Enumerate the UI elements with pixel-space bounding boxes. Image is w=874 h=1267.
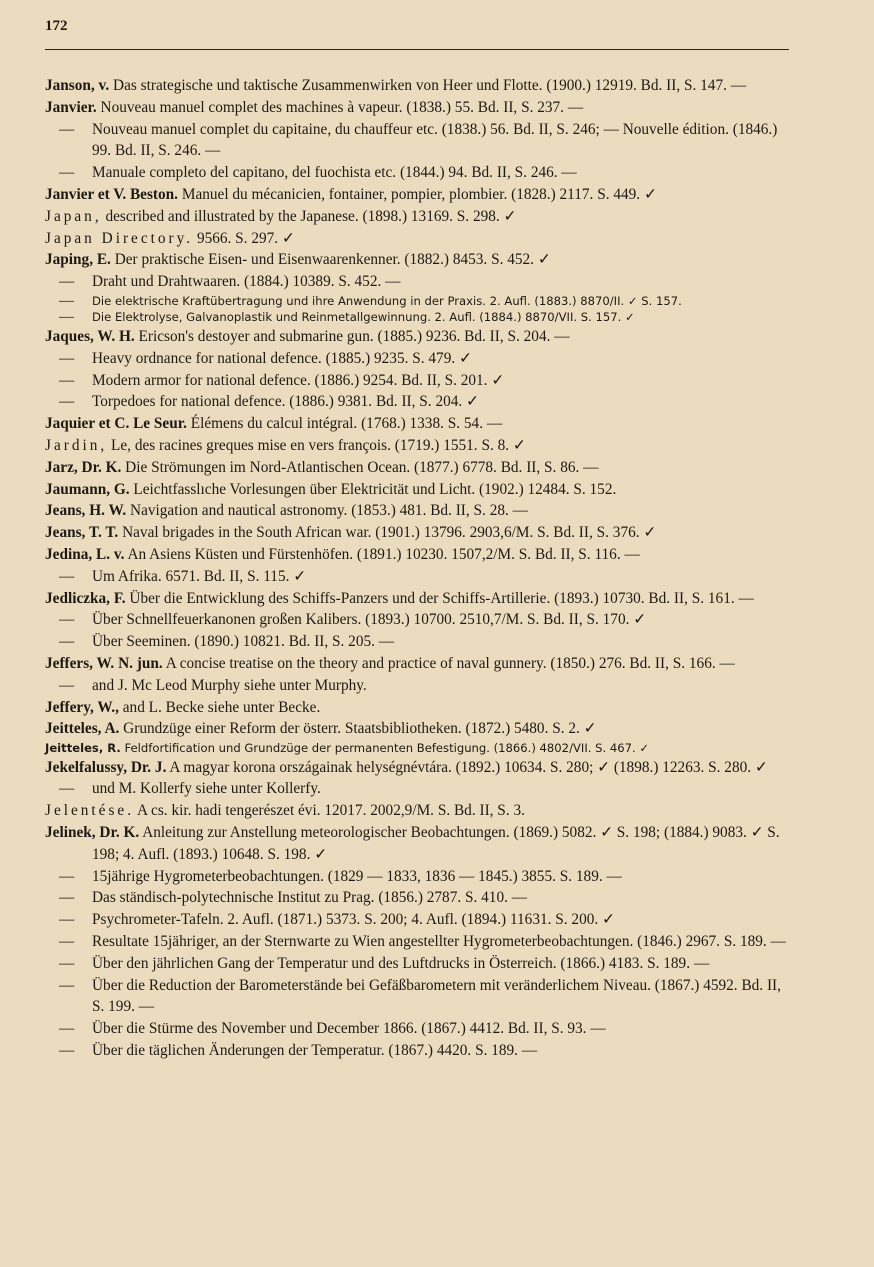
catalog-entry	[45, 206, 790, 228]
entry-text: Um Afrika. 6571. Bd. II, S. 115. ✓	[92, 567, 307, 585]
catalog-entry	[45, 718, 790, 740]
entry-text: Anleitung zur Anstellung meteorologischer Beobachtungen. (1869.) 5082. ✓	[142, 824, 613, 841]
entry-heading: Jedina, L. v.	[45, 545, 125, 563]
sub-entry	[45, 1018, 790, 1040]
entry-heading: Japan,	[45, 207, 102, 225]
entry-text: Le, des racines greques mise en vers françois. (1719.) 1551. S. 8. ✓	[111, 436, 526, 454]
entry-text: Über die Reduction der Barometerstände bei Gefäßbarometern mit veränderlichem Niveau. (1867.) 4592. Bd. II, S. 199. —	[92, 976, 781, 1016]
entry-heading: Jekelfalussy, Dr. J.	[45, 758, 167, 776]
entry-text: Über die täglichen Änderungen der Temperatur. (1867.) 4420. S. 189. —	[92, 1041, 538, 1059]
sub-entry	[45, 609, 790, 631]
entry-text: und M. Kollerfy siehe unter Kollerfy.	[92, 780, 321, 798]
sub-entry	[45, 309, 790, 326]
sub-entry	[45, 293, 790, 310]
page-number: 172	[45, 18, 68, 34]
entry-text: Das strategische und taktische Zusammenwirken von Heer und Flotte. (1900.)	[113, 77, 591, 94]
entry-text: and L. Becke siehe unter Becke.	[122, 698, 321, 716]
sub-entry	[45, 1040, 790, 1062]
entry-text: described and illustrated by the Japanese. (1898.) 13169. S. 298. ✓	[105, 207, 517, 225]
entry-text: Nouveau manuel complet des machines à vapeur. (1838.) 55. Bd. II, S. 237. —	[100, 98, 584, 116]
sub-entry	[45, 778, 790, 800]
entry-heading: Jaquier et C. Le Seur.	[45, 415, 187, 433]
catalog-entry	[45, 479, 790, 501]
sub-entry	[45, 866, 790, 888]
entry-heading: Jardin,	[45, 436, 108, 454]
catalog-entry	[45, 522, 790, 544]
entry-text: A concise treatise on the theory and practice of naval gunnery. (1850.)	[165, 654, 595, 672]
sub-entry	[45, 391, 790, 413]
catalog-entry	[45, 435, 790, 457]
entry-heading: Jeans, H. W.	[45, 502, 127, 520]
sub-entry	[45, 975, 790, 1019]
catalog-entry	[45, 588, 790, 610]
catalog-entry	[45, 800, 790, 822]
sub-entry	[45, 953, 790, 975]
sub-entry	[45, 271, 790, 293]
entry-heading: Jeitteles, R.	[45, 741, 121, 756]
entry-text: Torpedoes for national defence. (1886.) 9381. Bd. II, S. 204. ✓	[92, 393, 479, 411]
catalog-entry	[45, 413, 790, 435]
header-rule	[45, 49, 789, 50]
catalog-entry	[45, 457, 790, 479]
catalog-entry	[45, 500, 790, 522]
entry-heading: Jelentése.	[45, 802, 135, 820]
sub-entry	[45, 348, 790, 370]
sub-entry	[45, 566, 790, 588]
entry-text: and J. Mc Leod Murphy siehe unter Murphy.	[92, 676, 367, 694]
entry-text: Der praktische Eisen- und Eisenwaarenkenner. (1882.) 8453. S. 452. ✓	[114, 251, 551, 269]
catalog-entry	[45, 228, 790, 250]
entry-text: Manuale completo del capitano, del fuochista etc. (1844.) 94. Bd. II, S. 246. —	[92, 164, 577, 182]
entry-text: Das ständisch-polytechnische Institut zu Prag. (1856.) 2787. S. 410. —	[92, 889, 528, 907]
sub-entry	[45, 909, 790, 931]
entry-continuation: 10730. Bd. II, S. 161. —	[602, 589, 754, 607]
sub-entry	[45, 370, 790, 392]
entry-text: Über den jährlichen Gang der Temperatur und des Luftdrucks in Österreich. (1866.) 4183. S. 189. —	[92, 954, 710, 972]
entry-text: Die elektrische Kraftübertragung und ihre Anwendung in der Praxis. 2. Aufl. (1883.) 8870/II. ✓ S. 157.	[92, 293, 682, 308]
catalog-entry	[45, 697, 790, 719]
entry-continuation: (1898.) 12263. S. 280. ✓	[613, 758, 768, 776]
catalog-entry	[45, 740, 790, 757]
sub-entry	[45, 631, 790, 653]
entry-text: Feldfortification und Grundzüge der permanenten Befestigung. (1866.) 4802/VII. S. 467. ✓	[124, 741, 650, 756]
catalog-entry	[45, 249, 790, 271]
sub-entry	[45, 119, 790, 163]
entry-heading: Janvier.	[45, 98, 97, 116]
entry-text: Grundzüge einer Reform der österr. Staatsbibliotheken. (1872.) 5480. S. 2. ✓	[123, 720, 597, 738]
sub-entry	[45, 931, 790, 953]
catalog-entries	[45, 75, 790, 1062]
entry-text: Über die Stürme des November und December 1866. (1867.) 4412. Bd. II, S. 93. —	[92, 1020, 606, 1038]
catalog-entry	[45, 757, 790, 779]
entry-text: A magyar korona országainak helységnévtára. (1892.) 10634. S. 280; ✓	[169, 758, 610, 776]
entry-text: Draht und Drahtwaaren. (1884.) 10389. S. 452. —	[92, 273, 401, 291]
entry-text: Ericson's destoyer and submarine gun. (1885.) 9236. Bd. II, S. 204. —	[138, 327, 570, 345]
entry-heading: Jelinek, Dr. K.	[45, 824, 140, 841]
entry-text: Modern armor for national defence. (1886.) 9254. Bd. II, S. 201. ✓	[92, 371, 505, 389]
entry-text: 15jährige Hygrometerbeobachtungen. (1829 — 1833, 1836 — 1845.) 3855. S. 189. —	[92, 867, 622, 885]
catalog-entry	[45, 184, 790, 206]
entry-continuation: S. 198; (1884.) 9083. ✓ S. 198; 4. Aufl. (1893.) 10648. S. 198. ✓	[92, 824, 780, 863]
entry-heading: Janvier et V. Beston.	[45, 185, 179, 203]
entry-text: Die Elektrolyse, Galvanoplastik und Reinmetallgewinnung. 2. Aufl. (1884.) 8870/VII. S. 157. ✓	[92, 310, 635, 325]
entry-text: Über die Entwicklung des Schiffs-Panzers und der Schiffs-Artillerie. (1893.)	[129, 589, 599, 607]
entry-text: Naval brigades in the South African war. (1901.) 13796. 2903,6/M. S. Bd. II, S. 376. ✓	[122, 524, 657, 542]
entry-text: An Asiens Küsten und Fürstenhöfen. (1891.) 10230. 1507,2/M. S. Bd. II, S. 116. —	[127, 545, 640, 563]
catalog-entry	[45, 75, 790, 97]
catalog-entry	[45, 653, 790, 675]
entry-text: Über Schnellfeuerkanonen großen Kalibers. (1893.) 10700. 2510,7/M. S. Bd. II, S. 170. ✓	[92, 611, 647, 629]
entry-heading: Jaumann, G.	[45, 480, 130, 498]
entry-continuation: 12919. Bd. II, S. 147. —	[594, 77, 747, 94]
catalog-entry	[45, 97, 790, 119]
entry-text: Die Strömungen im Nord-Atlantischen Ocean. (1877.) 6778. Bd. II, S. 86. —	[125, 458, 599, 476]
entry-text: Nouveau manuel complet du capitaine, du chauffeur etc. (1838.) 56. Bd. II, S. 246; — Nouvelle édition. (1846.) 99. Bd. II, S. 246. —	[92, 120, 778, 160]
entry-text: Navigation and nautical astronomy. (1853.) 481. Bd. II, S. 28. —	[130, 502, 528, 520]
sub-entry	[45, 675, 790, 697]
entry-heading: Jeffers, W. N. jun.	[45, 654, 163, 672]
sub-entry	[45, 887, 790, 909]
entry-text: Über Seeminen. (1890.) 10821. Bd. II, S. 205. —	[92, 633, 395, 651]
entry-heading: Jeitteles, A.	[45, 720, 120, 738]
entry-heading: Japing, E.	[45, 251, 111, 269]
entry-heading: Jedliczka, F.	[45, 589, 126, 607]
entry-heading: Jaques, W. H.	[45, 327, 135, 345]
entry-text: Resultate 15jähriger, an der Sternwarte zu Wien angestellter Hygrometerbeobachtungen. (1846.) 2967. S. 189. —	[92, 932, 786, 950]
sub-entry	[45, 162, 790, 184]
entry-heading: Janson, v.	[45, 77, 110, 94]
catalog-entry	[45, 822, 790, 866]
entry-continuation: 276. Bd. II, S. 166. —	[598, 654, 735, 672]
entry-heading: Jeans, T. T.	[45, 524, 119, 542]
entry-text: Élémens du calcul intégral. (1768.) 1338. S. 54. —	[190, 415, 503, 433]
entry-text: Heavy ordnance for national defence. (1885.) 9235. S. 479. ✓	[92, 349, 472, 367]
entry-heading: Jarz, Dr. K.	[45, 458, 122, 476]
entry-heading: Japan Directory.	[45, 229, 194, 247]
entry-text: Manuel du mécanicien, fontainer, pompier, plombier. (1828.) 2117. S. 449. ✓	[181, 185, 657, 203]
catalog-entry	[45, 544, 790, 566]
entry-heading: Jeffery, W.,	[45, 698, 119, 716]
entry-text: Psychrometer-Tafeln. 2. Aufl. (1871.) 5373. S. 200; 4. Aufl. (1894.) 11631. S. 200. ✓	[92, 911, 615, 929]
entry-text: A cs. kir. hadi tengerészet évi. 12017. 2002,9/M. S. Bd. II, S. 3.	[137, 802, 525, 820]
catalog-entry	[45, 326, 790, 348]
entry-text: 9566. S. 297. ✓	[196, 229, 295, 247]
entry-text: Leichtfasslıche Vorlesungen über Elektricität und Licht. (1902.) 12484. S. 152.	[133, 480, 617, 498]
